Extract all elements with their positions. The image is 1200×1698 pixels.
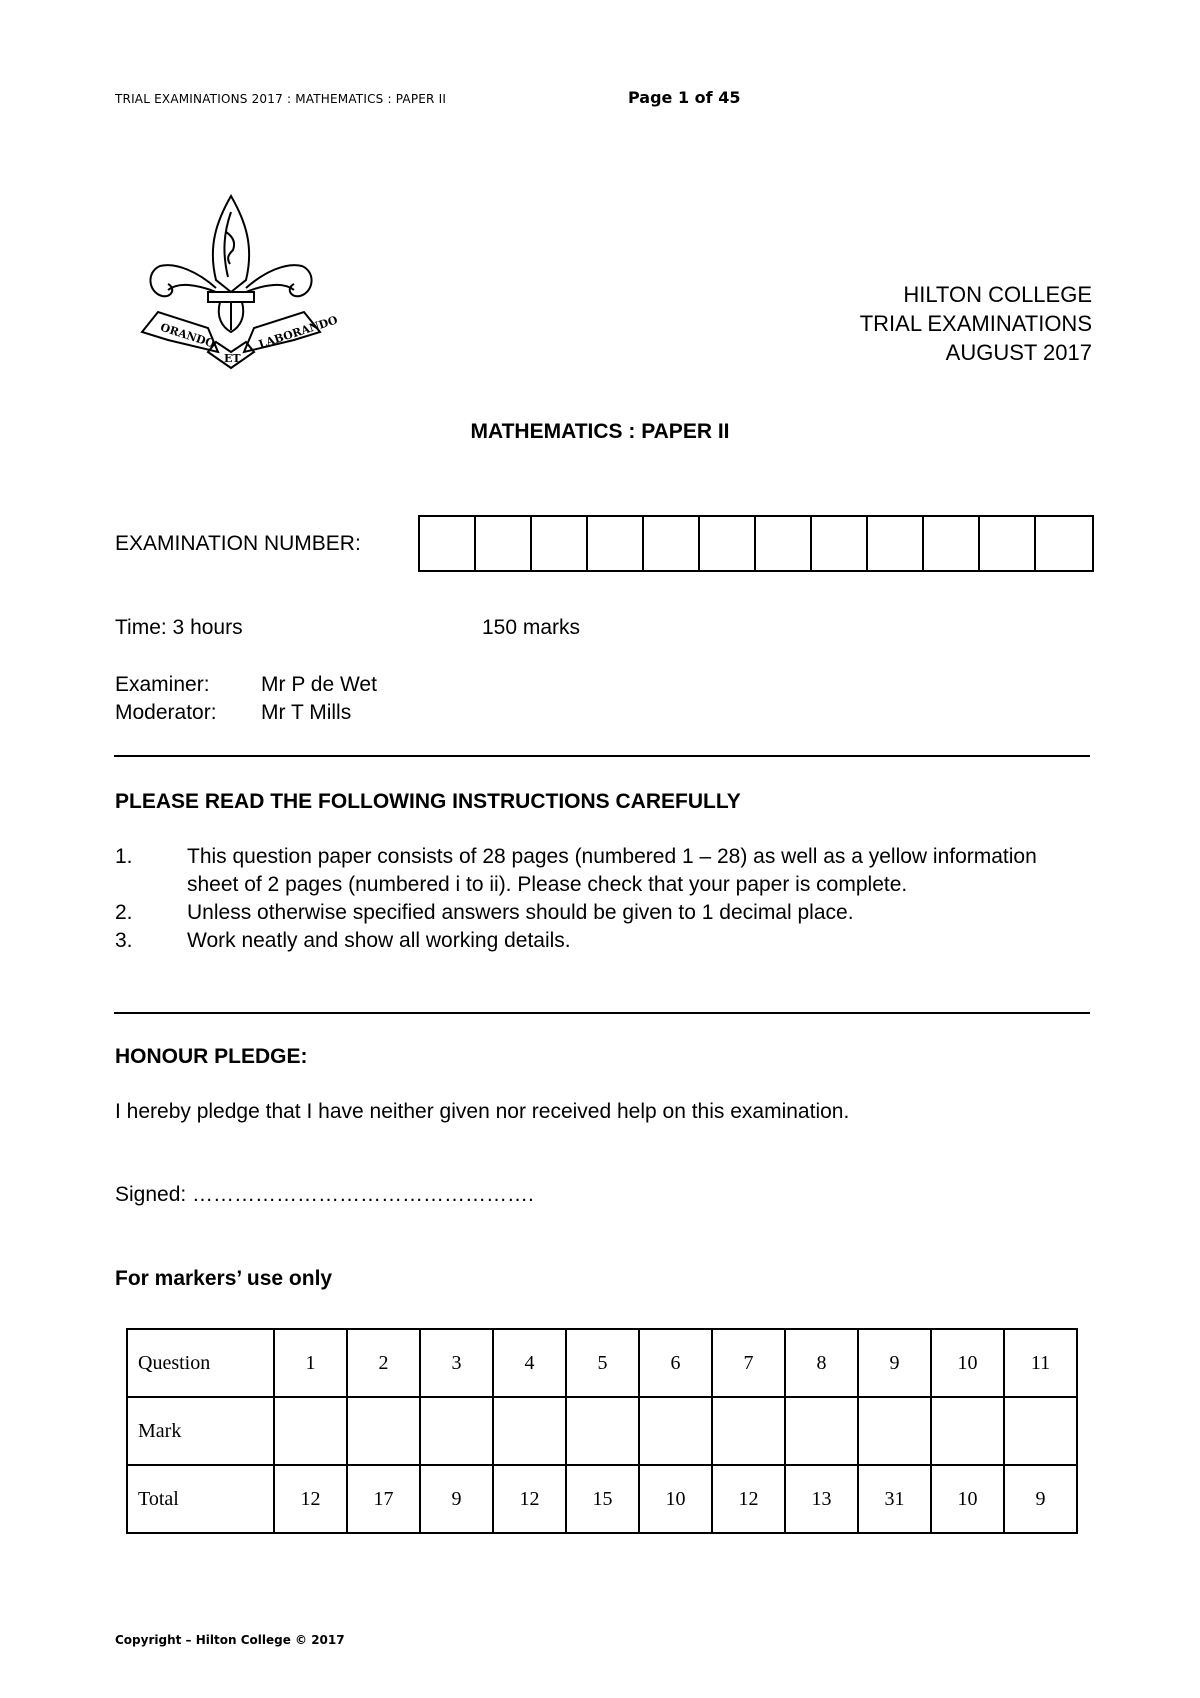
mark-cell[interactable] bbox=[712, 1397, 785, 1465]
total-cell: 17 bbox=[347, 1465, 420, 1533]
exam-number-label: EXAMINATION NUMBER: bbox=[115, 532, 361, 555]
question-number: 7 bbox=[712, 1329, 785, 1397]
question-number: 5 bbox=[566, 1329, 639, 1397]
mark-cell[interactable] bbox=[931, 1397, 1004, 1465]
exam-number-box[interactable] bbox=[476, 517, 532, 570]
copyright-footer: Copyright – Hilton College © 2017 bbox=[115, 1633, 345, 1647]
examiner-name: Mr P de Wet bbox=[261, 673, 377, 696]
exam-number-box[interactable] bbox=[700, 517, 756, 570]
time-allowed: Time: 3 hours bbox=[115, 616, 243, 639]
instruction-number: 2. bbox=[115, 901, 133, 924]
list-item bbox=[115, 899, 1090, 927]
question-number: 11 bbox=[1004, 1329, 1077, 1397]
question-number: 9 bbox=[858, 1329, 931, 1397]
row-header: Question bbox=[127, 1329, 274, 1397]
total-cell: 10 bbox=[931, 1465, 1004, 1533]
total-cell: 10 bbox=[639, 1465, 712, 1533]
markers-heading: For markers’ use only bbox=[115, 1267, 333, 1290]
exam-number-box[interactable] bbox=[1036, 517, 1092, 570]
pledge-heading: HONOUR PLEDGE: bbox=[115, 1045, 308, 1068]
question-number: 2 bbox=[347, 1329, 420, 1397]
instruction-number: 1. bbox=[115, 845, 133, 868]
instruction-text: This question paper consists of 28 pages (numbered 1 – 28) as well as a yellow information sheet of 2 pages (numbered i to ii). Please check that your paper is complete. bbox=[187, 845, 1037, 896]
question-number: 6 bbox=[639, 1329, 712, 1397]
total-cell: 9 bbox=[420, 1465, 493, 1533]
exam-number-boxes[interactable] bbox=[418, 515, 1094, 572]
total-marks: 150 marks bbox=[482, 616, 581, 639]
divider bbox=[114, 755, 1090, 757]
mark-cell[interactable] bbox=[858, 1397, 931, 1465]
mark-cell[interactable] bbox=[639, 1397, 712, 1465]
instruction-text: Unless otherwise specified answers should be given to 1 decimal place. bbox=[187, 901, 854, 924]
mark-cell[interactable] bbox=[274, 1397, 347, 1465]
total-cell: 15 bbox=[566, 1465, 639, 1533]
mark-cell[interactable] bbox=[785, 1397, 858, 1465]
exam-number-box[interactable] bbox=[532, 517, 588, 570]
question-number: 8 bbox=[785, 1329, 858, 1397]
exam-date: AUGUST 2017 bbox=[945, 340, 1092, 365]
examiner-label: Examiner: bbox=[115, 673, 210, 696]
school-crest-logo bbox=[138, 192, 340, 392]
moderator-name: Mr T Mills bbox=[261, 701, 352, 724]
mark-cell[interactable] bbox=[566, 1397, 639, 1465]
total-cell: 9 bbox=[1004, 1465, 1077, 1533]
list-item bbox=[115, 843, 1090, 899]
school-name: HILTON COLLEGE bbox=[903, 282, 1092, 307]
table-row bbox=[127, 1329, 1077, 1397]
table-row bbox=[127, 1397, 1077, 1465]
exam-number-box[interactable] bbox=[812, 517, 868, 570]
mark-cell[interactable] bbox=[420, 1397, 493, 1465]
page-number: Page 1 of 45 bbox=[628, 88, 741, 107]
total-cell: 31 bbox=[858, 1465, 931, 1533]
crest-motto-left: ORANDO bbox=[158, 320, 217, 351]
school-info bbox=[860, 280, 1092, 367]
exam-number-box[interactable] bbox=[420, 517, 476, 570]
question-number: 3 bbox=[420, 1329, 493, 1397]
crest-motto-right: LABORANDO bbox=[257, 313, 340, 352]
mark-cell[interactable] bbox=[1004, 1397, 1077, 1465]
exam-number-box[interactable] bbox=[924, 517, 980, 570]
paper-title: MATHEMATICS : PAPER II bbox=[470, 420, 730, 443]
instruction-text: Work neatly and show all working details. bbox=[187, 929, 571, 952]
total-cell: 12 bbox=[274, 1465, 347, 1533]
instructions-list bbox=[115, 843, 1090, 955]
exam-number-box[interactable] bbox=[868, 517, 924, 570]
question-number: 10 bbox=[931, 1329, 1004, 1397]
mark-cell[interactable] bbox=[493, 1397, 566, 1465]
total-cell: 13 bbox=[785, 1465, 858, 1533]
question-number: 1 bbox=[274, 1329, 347, 1397]
signature-line[interactable]: Signed: …………………………………………. bbox=[115, 1183, 534, 1206]
divider bbox=[114, 1012, 1090, 1014]
moderator-label: Moderator: bbox=[115, 701, 217, 724]
mark-cell[interactable] bbox=[347, 1397, 420, 1465]
total-cell: 12 bbox=[493, 1465, 566, 1533]
marks-table bbox=[126, 1328, 1078, 1534]
list-item bbox=[115, 927, 1090, 955]
running-title: TRIAL EXAMINATIONS 2017 : MATHEMATICS : PAPER II bbox=[115, 92, 447, 106]
exam-number-box[interactable] bbox=[588, 517, 644, 570]
table-row bbox=[127, 1465, 1077, 1533]
exam-number-box[interactable] bbox=[644, 517, 700, 570]
instruction-number: 3. bbox=[115, 929, 133, 952]
crest-motto-center: ET bbox=[224, 352, 241, 365]
instructions-heading: PLEASE READ THE FOLLOWING INSTRUCTIONS CAREFULLY bbox=[115, 790, 741, 813]
total-cell: 12 bbox=[712, 1465, 785, 1533]
exam-number-box[interactable] bbox=[980, 517, 1036, 570]
exam-number-box[interactable] bbox=[756, 517, 812, 570]
row-header: Mark bbox=[127, 1397, 274, 1465]
pledge-text: I hereby pledge that I have neither given nor received help on this examination. bbox=[115, 1100, 850, 1123]
row-header: Total bbox=[127, 1465, 274, 1533]
question-number: 4 bbox=[493, 1329, 566, 1397]
exam-name: TRIAL EXAMINATIONS bbox=[859, 311, 1092, 336]
